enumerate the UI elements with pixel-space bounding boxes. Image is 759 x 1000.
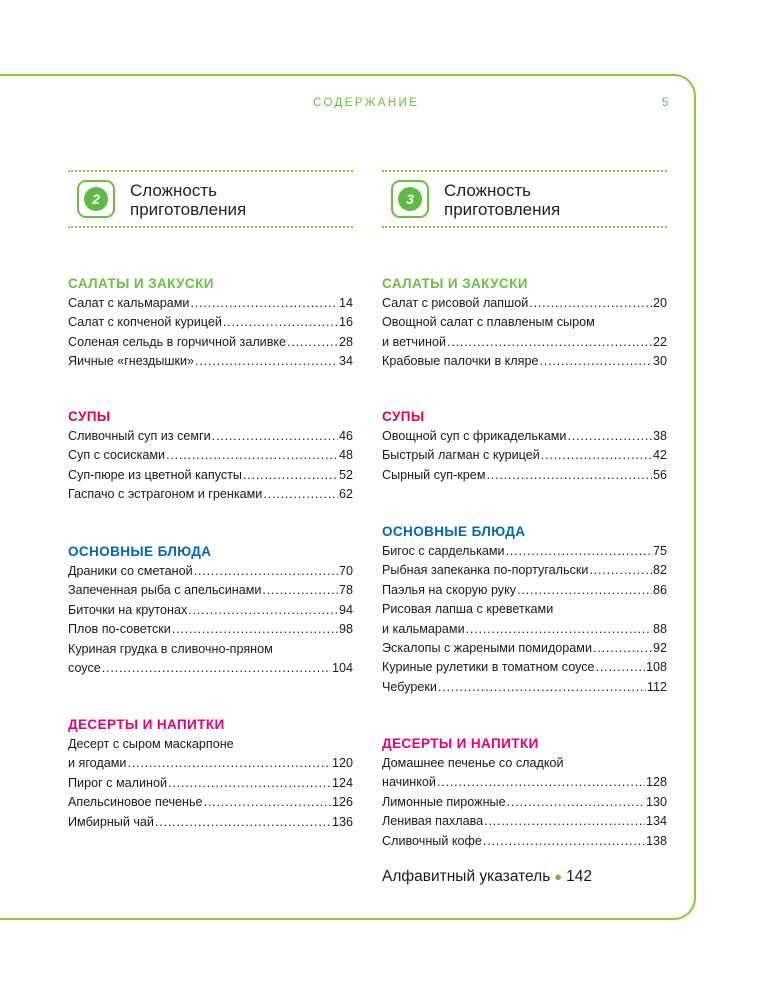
toc-entry[interactable]: Салат с рисовой лапшой ..... 20 — [382, 294, 667, 313]
page-number: 5 — [662, 97, 669, 109]
toc-entry[interactable]: Эскалопы с жареными помидорами ..... 92 — [382, 639, 667, 658]
toc-entry[interactable]: Суп-пюре из цветной капусты ..... 52 — [68, 466, 353, 485]
difficulty-header — [68, 170, 353, 226]
dotted-divider — [68, 170, 353, 172]
toc-entry[interactable]: и ветчиной ..... 22 — [382, 333, 667, 352]
section-mains — [68, 542, 353, 678]
toc-entry[interactable]: Соленая сельдь в горчичной заливке ..... 28 — [68, 333, 353, 352]
section-title: ОСНОВНЫЕ БЛЮДА — [68, 544, 212, 559]
toc-entry[interactable]: Сливочный кофе ..... 138 — [382, 832, 667, 851]
toc-entry[interactable]: Ленивая пахлава ..... 134 — [382, 812, 667, 831]
toc-entry-first-line[interactable]: Овощной салат с плавленым сыром — [382, 315, 595, 330]
section-title: ОСНОВНЫЕ БЛЮДА — [382, 524, 526, 539]
section-soups — [382, 407, 667, 485]
toc-entry[interactable]: Суп с сосисками ..... 48 — [68, 446, 353, 465]
toc-entry[interactable]: Бигос с сардельками ..... 75 — [382, 542, 667, 561]
toc-column-2 — [382, 170, 667, 848]
toc-entry-first-line[interactable]: Куриная грудка в сливочно-пряном — [68, 641, 273, 656]
toc-entry[interactable]: Крабовые палочки в кляре ..... 30 — [382, 352, 667, 371]
dotted-divider — [382, 170, 667, 172]
section-salads — [68, 274, 353, 372]
dotted-divider — [68, 226, 353, 228]
toc-entry[interactable]: Запеченная рыба с апельсинами ..... 78 — [68, 581, 353, 600]
difficulty-number: 2 — [84, 187, 108, 211]
toc-entry[interactable]: Плов по-советски ..... 98 — [68, 620, 353, 639]
section-soups — [68, 407, 353, 505]
toc-entry[interactable]: Куриные рулетики в томатном соусе ..... 108 — [382, 658, 667, 677]
index-label: Алфавитный указатель — [382, 868, 551, 885]
toc-entry[interactable]: Яичные «гнездышки» ..... 34 — [68, 352, 353, 371]
difficulty-title: Сложность приготовления — [130, 181, 247, 219]
toc-entry[interactable]: Гаспачо с эстрагоном и гренками ..... 62 — [68, 485, 353, 504]
section-salads — [382, 274, 667, 372]
difficulty-badge — [391, 180, 429, 218]
section-title: СУПЫ — [68, 409, 111, 424]
toc-entry[interactable]: Имбирный чай ..... 136 — [68, 813, 353, 832]
toc-entry[interactable]: Пирог с малиной ..... 124 — [68, 774, 353, 793]
dotted-divider — [382, 226, 667, 228]
section-mains — [382, 522, 667, 697]
toc-entry[interactable]: Биточки на крутонах ..... 94 — [68, 601, 353, 620]
toc-entry[interactable]: Салат с копченой курицей ..... 16 — [68, 313, 353, 332]
toc-entry[interactable]: Чебуреки ..... 112 — [382, 678, 667, 697]
toc-entry-first-line[interactable]: Рисовая лапша с креветками — [382, 602, 554, 617]
section-title: САЛАТЫ И ЗАКУСКИ — [68, 276, 214, 291]
toc-entry[interactable]: Сырный суп-крем ..... 56 — [382, 466, 667, 485]
section-title: ДЕСЕРТЫ И НАПИТКИ — [382, 736, 539, 751]
toc-entry[interactable]: и кальмарами ..... 88 — [382, 620, 667, 639]
toc-entry-first-line[interactable]: Домашнее печенье со сладкой — [382, 756, 564, 770]
toc-entry[interactable]: Сливочный суп из семги ..... 46 — [68, 427, 353, 446]
toc-entry-first-line[interactable]: Десерт с сыром маскарпоне — [68, 737, 234, 751]
page-header-title: СОДЕРЖАНИЕ — [313, 97, 420, 109]
difficulty-title: Сложность приготовления — [444, 181, 561, 219]
toc-entry[interactable]: Быстрый лагман с курицей ..... 42 — [382, 446, 667, 465]
toc-entry[interactable]: Рыбная запеканка по-португальски ..... 82 — [382, 561, 667, 580]
bullet-icon: ● — [554, 869, 563, 884]
toc-entry[interactable]: Драники со сметаной ..... 70 — [68, 562, 353, 581]
section-title: ДЕСЕРТЫ И НАПИТКИ — [68, 717, 225, 732]
toc-entry[interactable]: соусе ..... 104 — [68, 659, 353, 678]
section-desserts — [382, 734, 667, 851]
toc-entry[interactable]: Салат с кальмарами ..... 14 — [68, 294, 353, 313]
section-desserts — [68, 715, 353, 832]
difficulty-number: 3 — [398, 187, 422, 211]
difficulty-header — [382, 170, 667, 226]
index-page: 142 — [566, 868, 593, 885]
toc-column-1 — [68, 170, 353, 829]
alphabetical-index-entry[interactable] — [382, 868, 592, 886]
difficulty-badge — [77, 180, 115, 218]
section-title: СУПЫ — [382, 409, 425, 424]
toc-entry[interactable]: Апельсиновое печенье ..... 126 — [68, 793, 353, 812]
toc-entry[interactable]: Овощной суп с фрикадельками ..... 38 — [382, 427, 667, 446]
section-title: САЛАТЫ И ЗАКУСКИ — [382, 276, 528, 291]
toc-entry[interactable]: Паэлья на скорую руку ..... 86 — [382, 581, 667, 600]
toc-entry[interactable]: и ягодами ..... 120 — [68, 754, 353, 773]
toc-entry[interactable]: Лимонные пирожные ..... 130 — [382, 793, 667, 812]
toc-entry[interactable]: начинкой ..... 128 — [382, 773, 667, 792]
